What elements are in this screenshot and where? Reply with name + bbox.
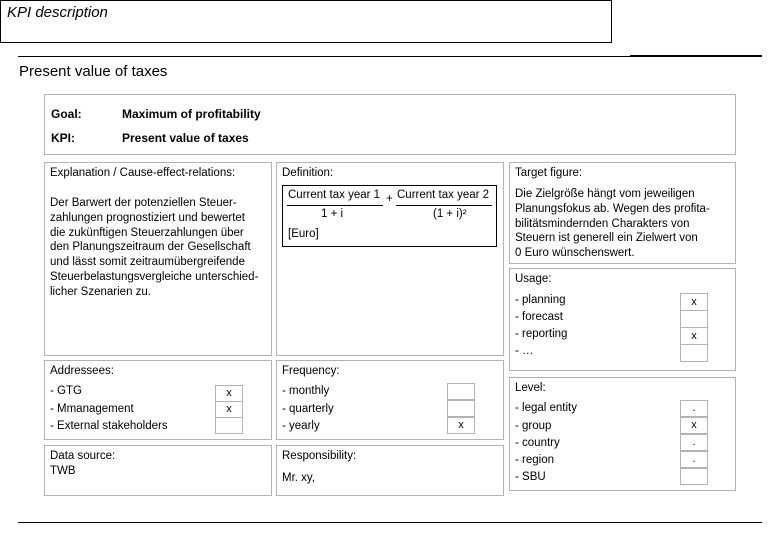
doc-title: KPI description — [7, 4, 108, 21]
level-heading: Level: — [515, 382, 546, 394]
addressee-item: - GTG — [50, 385, 82, 397]
fraction-bar-1 — [287, 205, 383, 206]
level-item: - group — [515, 420, 552, 432]
target-heading: Target figure: — [515, 167, 583, 179]
usage-item: - reporting — [515, 328, 568, 340]
goal-label: Goal: — [51, 107, 82, 121]
denominator-1: 1 + i — [321, 208, 344, 220]
data-source-value: TWB — [50, 465, 76, 477]
denominator-2: (1 + i)² — [433, 208, 467, 220]
addressee-item: - Mmanagement — [50, 403, 134, 415]
responsibility-value: Mr. xy, — [282, 472, 316, 484]
kpi-label: KPI: — [51, 131, 75, 145]
doc-title-box — [0, 0, 612, 43]
title-underline — [18, 56, 762, 57]
explanation-line: Steuerbelastungsvergleiche unterschied- — [50, 270, 259, 283]
usage-item: - forecast — [515, 311, 563, 323]
level-item: - SBU — [515, 471, 546, 483]
target-line: Die Zielgröße hängt vom jeweiligen — [515, 188, 695, 200]
unit: [Euro] — [288, 228, 319, 240]
level-checkbox[interactable]: . — [680, 400, 708, 417]
explanation-line: zahlungen prognostiziert und bewertet — [50, 211, 245, 224]
explanation-line: die zukünftigen Steuerzahlungen über — [50, 226, 244, 239]
target-box — [509, 162, 736, 264]
target-line: Steuern ist generell ein Zielwert von — [515, 232, 698, 245]
frequency-item: - monthly — [282, 385, 330, 397]
level-item: - country — [515, 437, 560, 449]
frequency-box — [276, 360, 504, 440]
explanation-box — [44, 162, 272, 356]
definition-formula — [282, 185, 497, 247]
responsibility-box — [276, 445, 504, 496]
definition-heading: Definition: — [282, 167, 334, 179]
explanation-line: und lässt somit zeitraumübergreifende — [50, 256, 245, 269]
frequency-item: - yearly — [282, 420, 320, 432]
frequency-checkbox[interactable] — [447, 383, 475, 400]
addressees-heading: Addressees: — [50, 365, 114, 377]
level-checkbox[interactable]: x — [680, 417, 708, 434]
explanation-line: den Planungszeitraum der Gesellschaft — [50, 241, 251, 254]
addressee-item: - External stakeholders — [50, 420, 168, 432]
level-checkbox[interactable]: . — [680, 451, 708, 468]
usage-item: - … — [515, 345, 534, 357]
addressee-checkbox[interactable] — [215, 417, 243, 434]
usage-checkbox[interactable]: x — [680, 293, 708, 311]
goal-value: Maximum of profitability — [122, 107, 261, 121]
level-checkbox[interactable]: . — [680, 434, 708, 451]
target-line: 0 Euro wünschenswert. — [515, 247, 635, 260]
plus-sign: + — [386, 193, 393, 205]
level-checkbox[interactable] — [680, 468, 708, 485]
level-box — [509, 377, 736, 491]
explanation-line: Der Barwert der potenziellen Steuer- — [50, 197, 237, 209]
responsibility-heading: Responsibility: — [282, 450, 357, 462]
frequency-checkbox[interactable] — [447, 400, 475, 417]
usage-checkbox[interactable] — [680, 344, 708, 362]
numerator-2: Current tax year 2 — [397, 189, 490, 201]
explanation-line: licher Szenarien zu. — [50, 285, 151, 298]
data-source-heading: Data source: — [50, 450, 116, 462]
usage-item: - planning — [515, 294, 566, 306]
footer-rule — [18, 522, 762, 523]
frequency-item: - quarterly — [282, 403, 334, 415]
usage-box — [509, 268, 736, 371]
frequency-heading: Frequency: — [282, 365, 340, 377]
usage-checkbox[interactable]: x — [680, 327, 708, 345]
fraction-bar-2 — [396, 205, 492, 206]
numerator-1: Current tax year 1 — [288, 189, 381, 201]
usage-heading: Usage: — [515, 273, 552, 285]
data-source-box — [44, 445, 272, 496]
usage-checkbox[interactable] — [680, 310, 708, 328]
frequency-checkbox[interactable]: x — [447, 417, 475, 434]
kpi-title: Present value of taxes — [19, 63, 168, 80]
target-line: bilitätsmindernden Charakters von — [515, 217, 690, 230]
addressee-checkbox[interactable]: x — [215, 385, 243, 402]
explanation-text — [50, 196, 258, 300]
level-item: - region — [515, 454, 554, 466]
target-line: Planungsfokus ab. Wegen des profita- — [515, 202, 710, 215]
target-text — [515, 187, 710, 261]
level-item: - legal entity — [515, 402, 578, 414]
addressee-checkbox[interactable]: x — [215, 401, 243, 418]
addressees-box — [44, 360, 272, 440]
summary-box — [44, 94, 736, 155]
kpi-value: Present value of taxes — [122, 131, 249, 145]
explanation-heading: Explanation / Cause-effect-relations: — [50, 167, 236, 179]
